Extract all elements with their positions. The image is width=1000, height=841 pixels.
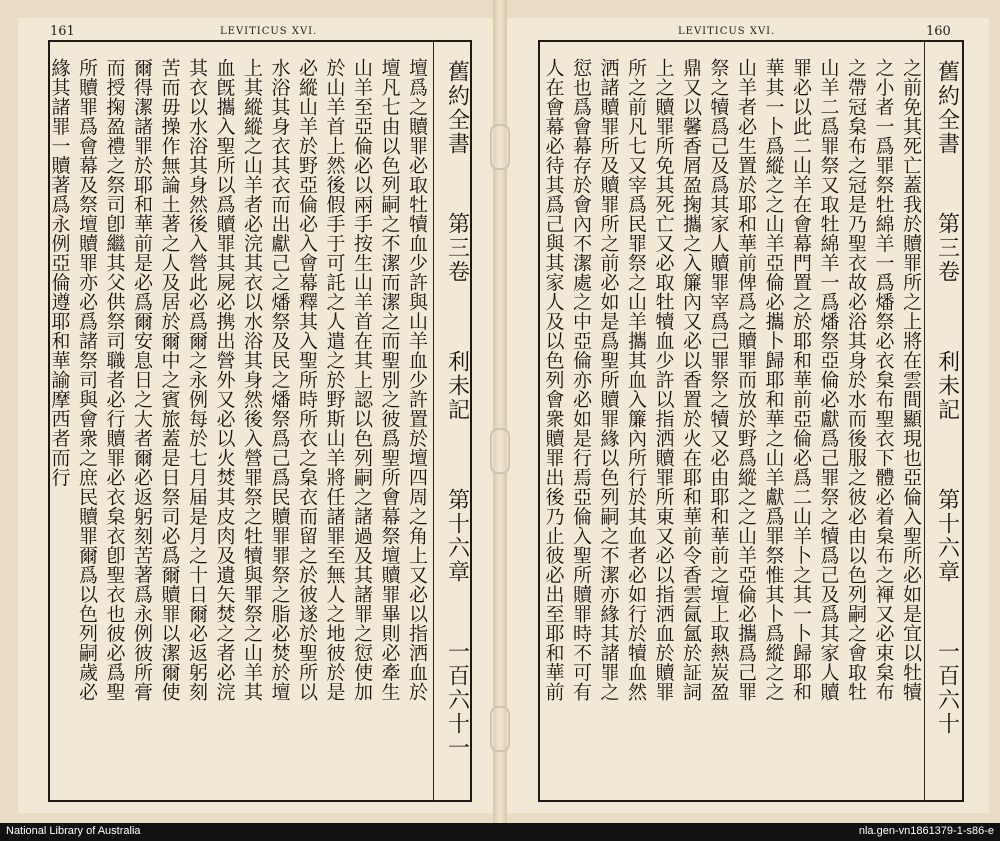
binding-stitch bbox=[490, 706, 510, 752]
text-column: 水浴其身衣其衣而出獻己之燔祭及民之燔祭爲己爲民贖罪罪祭之脂必焚於壇 bbox=[268, 58, 291, 702]
left-running-head: LEVITICUS XVI. bbox=[220, 25, 318, 37]
text-column: 所之前凡七又宰爲民罪祭之山羊攜其血入簾內所行於其血者必如行於犢血然 bbox=[625, 58, 647, 702]
text-column: 血旣攜入聖所以爲贖罪其屍必携出營外又必以火焚其皮肉及遺矢焚之者必浣 bbox=[213, 58, 236, 702]
text-column: 上其縱縱之山羊者必浣其衣以水浴其身然後入營罪祭之牡犢與罪祭之山羊其 bbox=[241, 58, 263, 702]
left-margin-title: 利未記 bbox=[444, 350, 470, 422]
right-page-header bbox=[540, 22, 960, 40]
text-column: 壇凡七由以色列嗣之不潔而潔之而聖別之彼爲聖所會幕祭壇贖罪畢則必牽生 bbox=[378, 58, 401, 702]
left-page-number: 161 bbox=[50, 23, 75, 39]
left-margin-book: 舊約全書 bbox=[444, 60, 470, 156]
text-column: 祭之犢爲己及爲其家人贖罪宰爲己罪祭之犢又必由耶和華前之壇上取熱炭盈 bbox=[707, 58, 730, 702]
text-column: 山羊者必生置於耶和華前俾爲之贖罪而放於野爲縱之之山羊亞倫必攜爲己罪 bbox=[735, 58, 757, 702]
binding-stitch bbox=[490, 428, 510, 474]
left-margin-leaf: 一百六十一 bbox=[444, 640, 470, 760]
binding-stitch bbox=[490, 124, 510, 170]
text-column: 鼎又以馨香屑盈掬攜之入簾內又必以香置於火在耶和華前令香雲氤氳於証詞 bbox=[680, 58, 702, 702]
text-column: 緣其諸罪一贖著爲永例亞倫遵耶和華諭摩西者而行 bbox=[48, 58, 71, 487]
text-column: 山羊二爲罪祭又取牡綿羊一爲燔祭亞倫必獻爲己罪祭之犢爲己及爲其家人贖 bbox=[817, 58, 840, 702]
right-margin-leaf: 一百六十 bbox=[934, 640, 960, 736]
left-text-block bbox=[44, 58, 430, 798]
right-margin-chapter: 第十六章 bbox=[934, 488, 960, 584]
text-column: 之帶冠枲布之冠是乃聖衣故必浴其身於水而後服之彼必由以色列嗣之會取牡 bbox=[845, 58, 867, 702]
text-column: 其衣以水浴其身然後入營此必爲爾之永例每於七月届是月之十日爾必返躬刻 bbox=[186, 58, 208, 702]
text-column: 所贖罪爲會幕及祭壇贖罪亦必爲諸祭司與會衆之庶民贖罪爾爲以色列嗣歲必 bbox=[76, 58, 98, 702]
text-column: 愆也爲會幕存於會內不潔處之中亞倫亦必如是行焉亞倫入聖所贖罪時不可有 bbox=[570, 58, 592, 702]
left-margin-volume: 第三卷 bbox=[444, 212, 470, 284]
text-column: 爾得潔諸罪於耶和華前是必爲爾安息日之大者爾必返躬刻苦著爲永例彼所膏 bbox=[131, 58, 153, 702]
text-column: 華其一卜爲縱之之山羊亞倫必攜卜歸耶和華之山羊獻爲罪祭惟其卜爲縱之之 bbox=[762, 58, 785, 702]
right-margin-column bbox=[927, 56, 967, 796]
text-column: 洒諸贖罪所及贖罪所之前必如是爲聖所贖罪緣以色列嗣之不潔亦緣其諸罪之 bbox=[597, 58, 620, 702]
right-margin-volume: 第三卷 bbox=[934, 212, 960, 284]
text-column: 人在會幕必待其爲己與其家人及以色列會衆贖罪出後乃止彼必出至耶和華前 bbox=[542, 58, 565, 702]
text-column: 苦而毋操作無論土著之人及居於爾中之賓旅蓋是日祭司必爲爾贖罪以潔爾使 bbox=[158, 58, 181, 702]
right-margin-title: 利未記 bbox=[934, 350, 960, 422]
right-page-number: 160 bbox=[926, 23, 951, 39]
footer-item-id: nla.gen-vn1861379-1-s86-e bbox=[858, 825, 994, 837]
left-page-header bbox=[50, 22, 470, 40]
text-column: 山羊至亞倫必以兩手按生山羊首在其上認以色列嗣之諸過及其諸罪之愆使加 bbox=[351, 58, 373, 702]
left-margin-rule bbox=[433, 40, 434, 802]
text-column: 壇爲之贖罪必取牡犢血少許與山羊血少許置於壇四周之角上又必以指洒血於 bbox=[406, 58, 428, 702]
footer-bar bbox=[0, 823, 1000, 841]
text-column: 之前免其死亡蓋我於贖罪所之上將在雲間顯現也亞倫入聖所必如是宜以牡犢 bbox=[900, 58, 922, 702]
text-column: 而授掬盈禮之祭司卽繼其父供祭司職者必行贖罪必衣枲衣卽聖衣也彼必爲聖 bbox=[103, 58, 126, 702]
right-margin-book: 舊約全書 bbox=[934, 60, 960, 156]
text-column: 於山羊首上然後假手于可託之人遣之於野斯山羊將任諸罪至無人之地彼於是 bbox=[323, 58, 346, 702]
left-margin-chapter: 第十六章 bbox=[444, 488, 470, 584]
right-running-head: LEVITICUS XVI. bbox=[678, 25, 776, 37]
right-text-block bbox=[538, 58, 924, 798]
text-column: 之小者一爲罪祭牡綿羊一爲燔祭必衣枲布聖衣下體必着枲布之褌又必束枲布 bbox=[872, 58, 895, 702]
text-column: 罪必以此二山羊在會幕門置之於耶和華前亞倫必爲二山羊卜之其一卜歸耶和 bbox=[790, 58, 812, 702]
text-column: 上之贖罪所免其死亡又必取牡犢血少許以指洒贖罪所東又必以指洒血於贖罪 bbox=[652, 58, 675, 702]
right-margin-rule bbox=[924, 40, 925, 802]
footer-library-name: National Library of Australia bbox=[6, 825, 141, 837]
text-column: 必縱山羊於野亞倫必入會幕釋其入聖所時所衣之枲衣而留之於彼遂於聖所以 bbox=[296, 58, 318, 702]
left-margin-column bbox=[437, 56, 477, 796]
